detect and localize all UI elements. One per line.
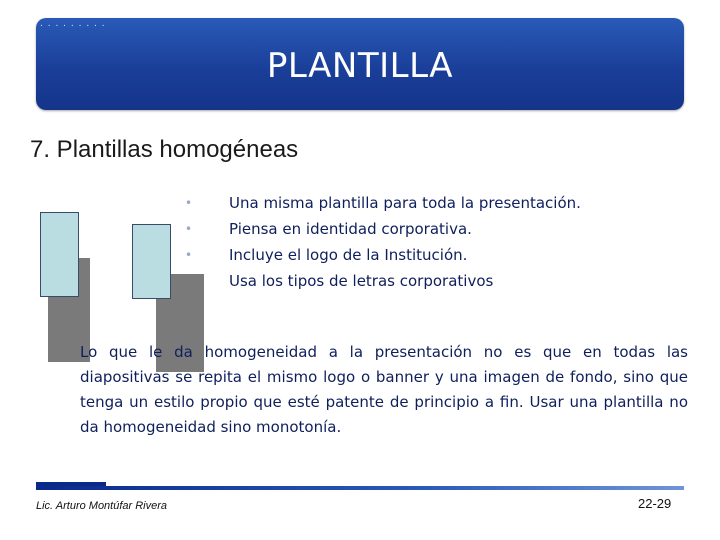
bullet-item	[185, 190, 581, 216]
body-paragraph: Lo que le da homogeneidad a la presentación no es que en todas las diapositivas se repita el mismo logo o banner y una imagen de fondo, sino que tenga un estilo propio que esté patente de principio a fin. Usar una plantilla no da homogeneidad sino monotonía.	[80, 343, 688, 436]
bullet-text: Piensa en identidad corporativa.	[229, 220, 472, 238]
title-banner	[36, 18, 684, 110]
bullet-item	[185, 268, 581, 294]
bullet-marker: •	[185, 222, 193, 236]
bullet-marker: •	[185, 196, 193, 210]
bullet-text: Incluye el logo de la Institución.	[229, 246, 468, 264]
decor-card-right	[132, 224, 171, 299]
banner-dots: . . . . . . . . .	[40, 19, 106, 29]
footer-divider	[36, 486, 684, 490]
bullet-item	[185, 242, 581, 268]
bullet-marker: •	[185, 248, 193, 262]
slide-title: PLANTILLA	[266, 46, 454, 86]
bullet-text: Una misma plantilla para toda la presentación.	[229, 194, 581, 212]
bullet-item	[185, 216, 581, 242]
footer-author: Lic. Arturo Montúfar Rivera	[36, 500, 168, 512]
decor-card-left	[40, 212, 79, 297]
slide-number: 22-29	[638, 496, 672, 511]
bullet-list	[185, 190, 581, 294]
section-heading: 7. Plantillas homogéneas	[30, 136, 299, 163]
bullet-text: Usa los tipos de letras corporativos	[229, 272, 494, 290]
